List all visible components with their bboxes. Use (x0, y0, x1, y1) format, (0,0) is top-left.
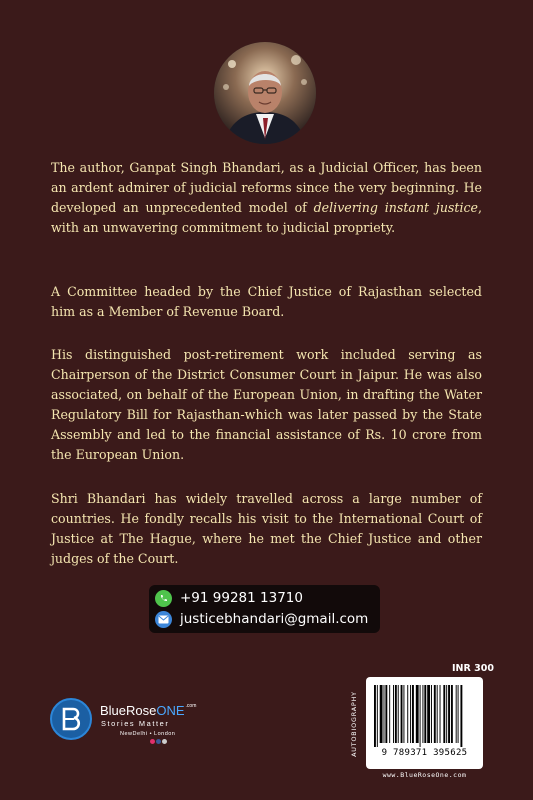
barcode-bar (451, 685, 453, 743)
author-photo (214, 42, 316, 144)
bio-paragraph-1 (51, 158, 482, 238)
publisher-name-part1: BlueRose (100, 703, 157, 718)
bio-text: His distinguished post-retirement work included serving as Chairperson of the District Consumer Court in Jaipur. He was also associated, on behalf of the European Union, in drafting the Water Regulatory Bill for Rajasthan-which was later passed by the State Assembly and led to the financial assistance of Rs. 10 crore from the European Union. (51, 347, 482, 462)
bio-text: The author, Ganpat Singh Bhandari, as a Judicial Officer, has been an ardent admirer of judicial reforms since the very beginning. He developed an unprecedented model of (51, 160, 482, 215)
email-address: justicebhandari@gmail.com (180, 611, 369, 627)
barcode-bar (395, 685, 397, 743)
publisher-name (100, 703, 196, 718)
barcode-bar (446, 685, 447, 743)
barcode-bar (410, 685, 411, 743)
publisher-logo (50, 698, 92, 740)
barcode-bar (434, 685, 436, 743)
publisher-name-sup: .com (185, 703, 197, 709)
barcode-bar (398, 685, 399, 743)
barcode-bar (427, 685, 430, 743)
whatsapp-icon (155, 590, 172, 607)
bio-paragraph-4 (51, 489, 482, 569)
book-price: INR 300 (452, 663, 494, 674)
publisher-name-part2: ONE (156, 703, 185, 718)
barcode-bar (385, 685, 387, 743)
barcode-bar (437, 685, 438, 743)
barcode-bar (443, 685, 445, 743)
barcode-bar (403, 685, 404, 743)
phone-number: +91 99281 13710 (180, 590, 303, 606)
isbn-number: 9 789371 395625 (381, 748, 468, 758)
barcode-bar (420, 685, 421, 747)
barcode-bar (431, 685, 432, 743)
facebook-icon[interactable] (156, 739, 161, 744)
barcode-bar (460, 685, 462, 747)
book-genre (346, 683, 362, 765)
contact-phone[interactable] (155, 588, 303, 608)
barcode-bar (374, 685, 376, 747)
barcode-bar (448, 685, 450, 743)
barcode-bar (422, 685, 423, 743)
barcode-bar (458, 685, 459, 743)
email-icon (155, 611, 172, 628)
barcode-bar (384, 685, 385, 743)
barcode-bar (412, 685, 414, 743)
bio-paragraph-2 (51, 282, 482, 322)
bio-text: Shri Bhandari has widely travelled across a large number of countries. He fondly recalls his visit to the International Court of Justice at The Hague, where he met the Chief Justice and other judges of the Court. (51, 491, 482, 566)
barcode-bar (424, 685, 426, 743)
social-icons (150, 739, 167, 744)
barcode-bar (377, 685, 378, 747)
contact-email[interactable] (155, 609, 368, 629)
barcode-bar (389, 685, 390, 743)
bio-paragraph-3 (51, 345, 482, 465)
bio-emphasis: delivering instant justice (313, 200, 478, 215)
barcode-bar (380, 685, 383, 743)
genre-label: AUTOBIOGRAPHY (350, 691, 358, 757)
x-icon[interactable] (162, 739, 167, 744)
publisher-cities: NewDelhi • London (120, 731, 176, 737)
bio-text: A Committee headed by the Chief Justice of Rajasthan selected him as a Member of Revenue Board. (51, 284, 482, 319)
barcode-bar (401, 685, 403, 743)
publisher-website[interactable]: www.BlueRoseOne.com (382, 771, 467, 779)
isbn-barcode (366, 677, 483, 769)
instagram-icon[interactable] (150, 739, 155, 744)
barcode-bar (440, 685, 441, 743)
barcode-bar (416, 685, 419, 743)
publisher-tagline: Stories Matter (101, 719, 170, 728)
barcode-bar (456, 685, 457, 743)
barcode-bar (393, 685, 394, 743)
barcode-bar (407, 685, 408, 743)
contact-box (149, 585, 380, 633)
bio-text: , with an unwavering commitment to judicial propriety. (51, 200, 482, 235)
barcode-bars (366, 677, 483, 749)
